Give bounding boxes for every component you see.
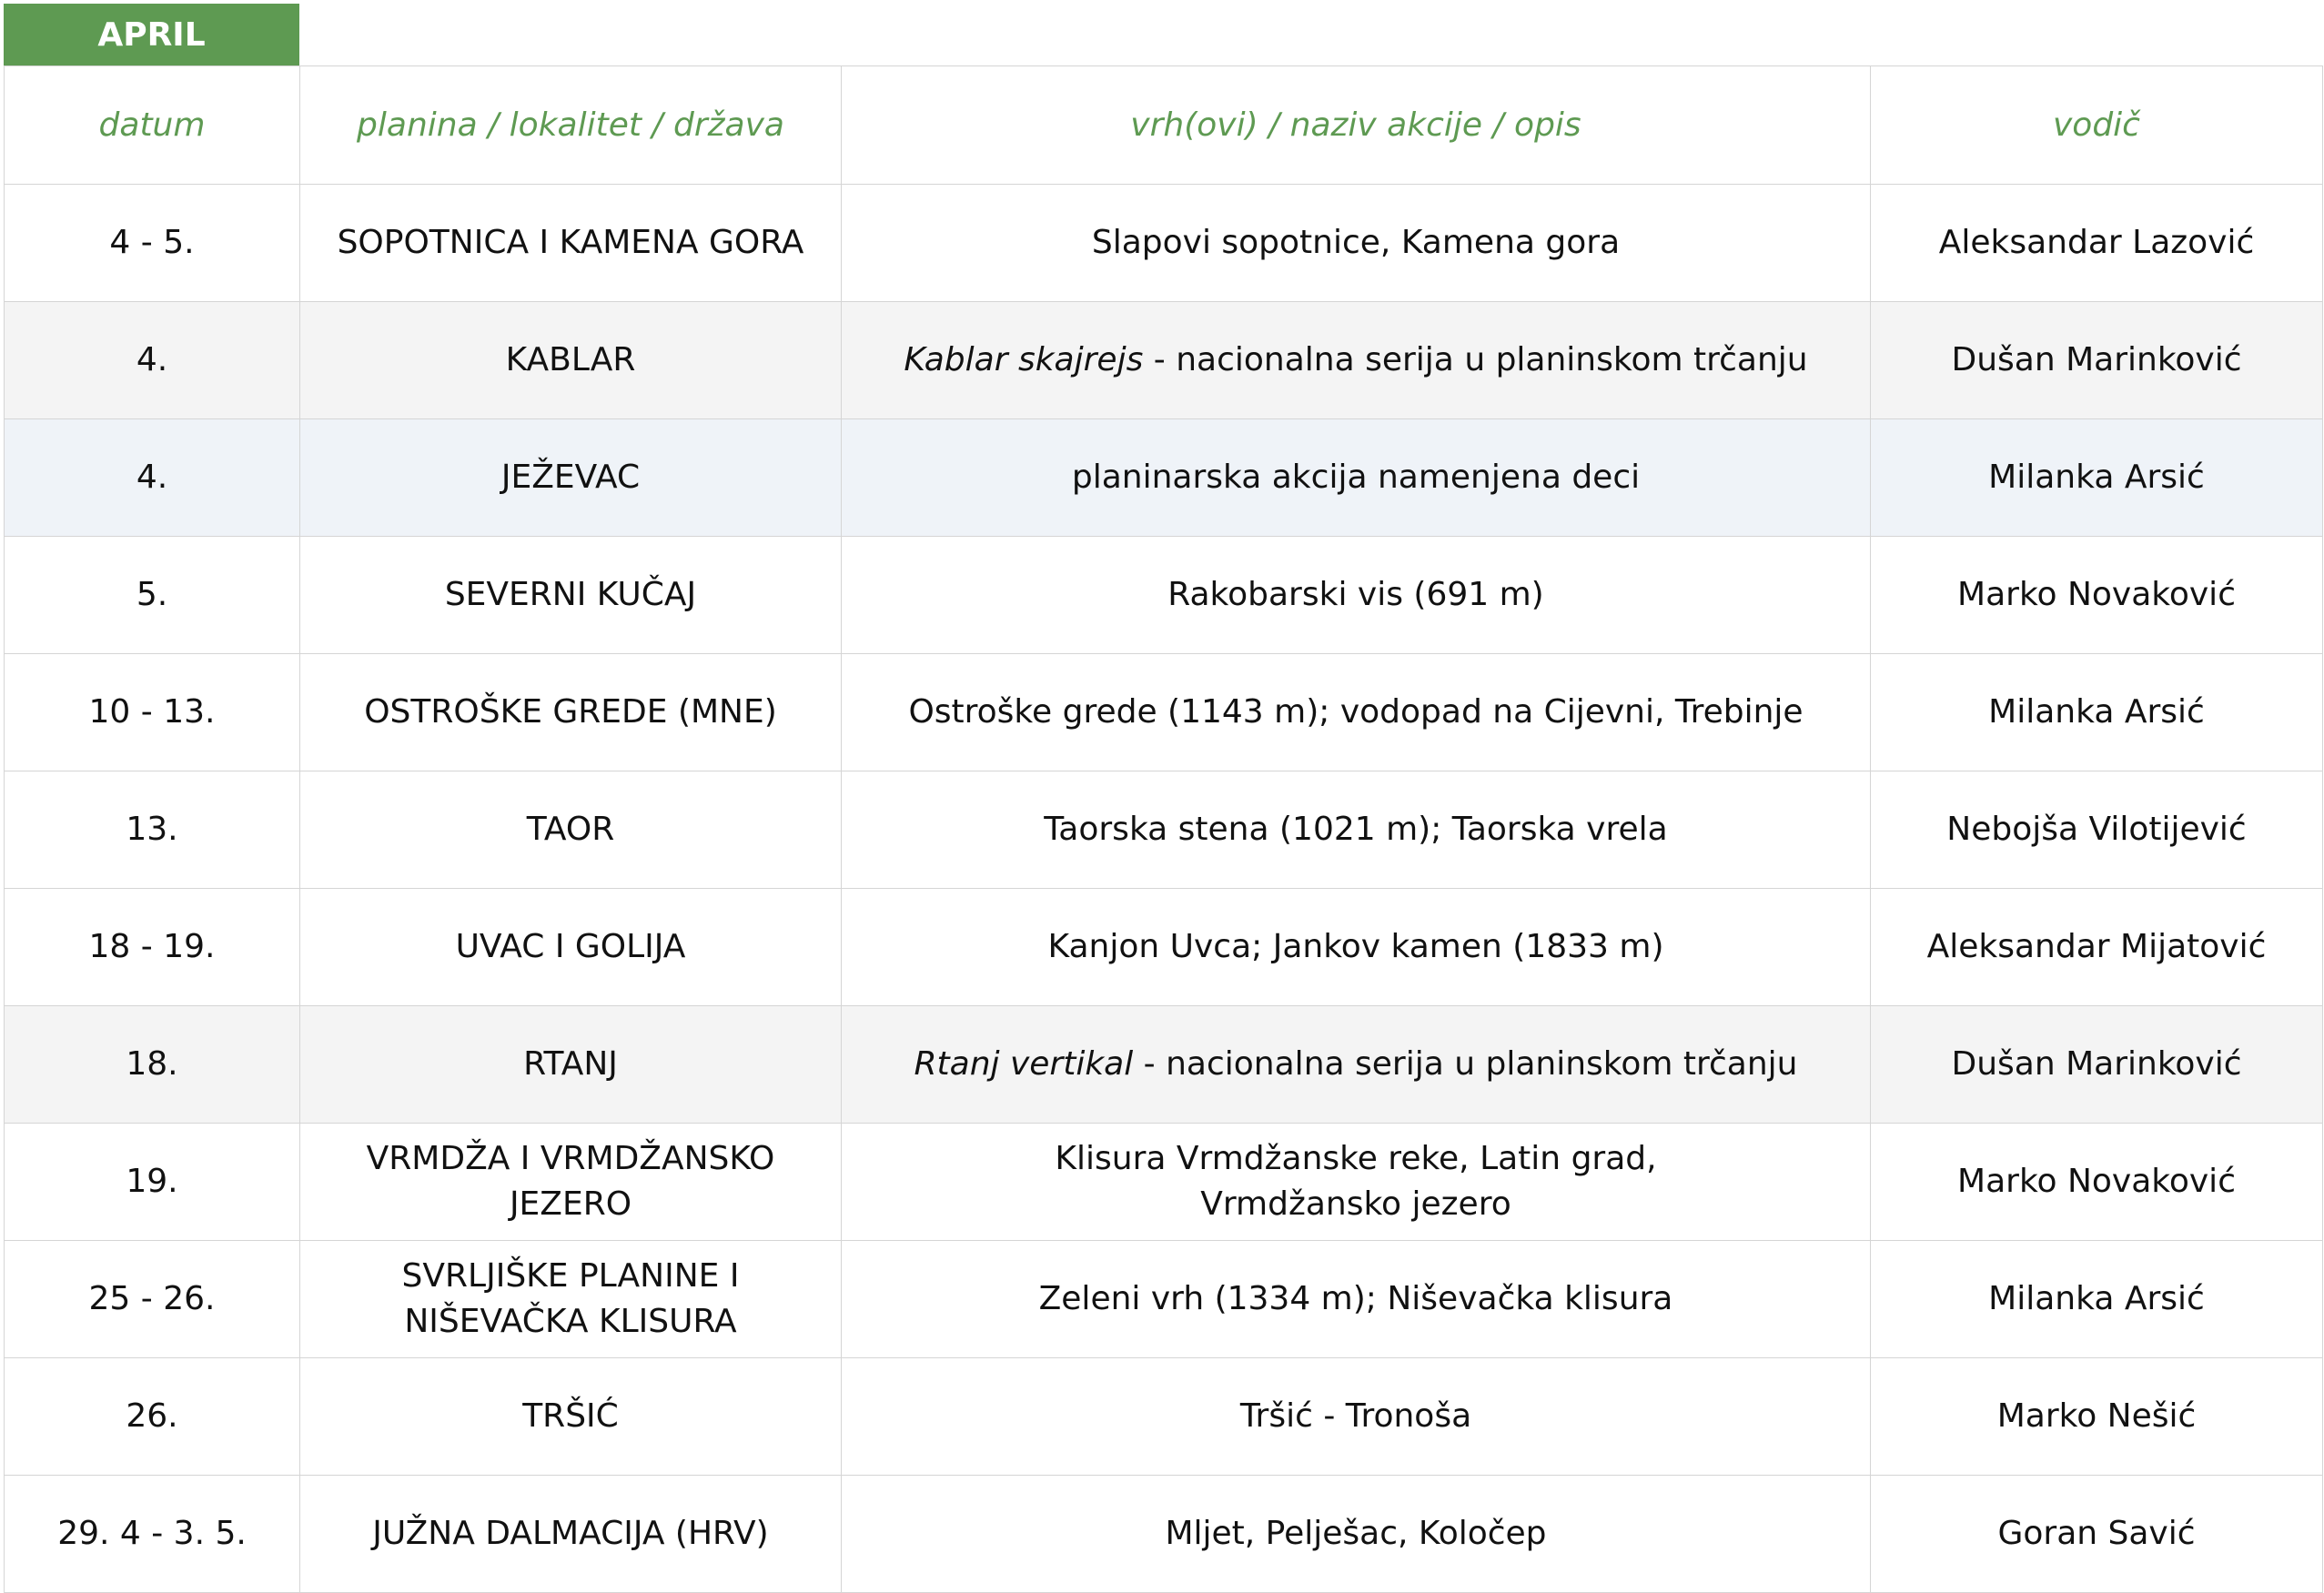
- header-row: [5, 66, 2323, 185]
- guide-cell: Milanka Arsić: [1871, 1241, 2323, 1358]
- header-guide: vodič: [1871, 66, 2323, 185]
- guide-cell: Marko Novaković: [1871, 1124, 2323, 1241]
- peaks-text: Tršić - Tronoša: [1239, 1397, 1472, 1435]
- mountain-cell: TAOR: [300, 771, 842, 889]
- mountain-cell: UVAC I GOLIJA: [300, 889, 842, 1006]
- peaks-cell: [842, 1124, 1871, 1241]
- date-cell: 4 - 5.: [5, 185, 300, 302]
- peaks-text: Rakobarski vis (691 m): [1167, 576, 1544, 613]
- month-title: APRIL: [97, 15, 206, 54]
- guide-cell: Marko Nešić: [1871, 1358, 2323, 1476]
- mountain-cell: OSTROŠKE GREDE (MNE): [300, 654, 842, 771]
- mountain-cell: JUŽNA DALMACIJA (HRV): [300, 1476, 842, 1593]
- peaks-cell: [842, 1358, 1871, 1476]
- peaks-text: Klisura Vrmdžanske reke, Latin grad,: [1055, 1140, 1657, 1177]
- peaks-cell: [842, 654, 1871, 771]
- peaks-cell: [842, 537, 1871, 654]
- table-row: [5, 302, 2323, 419]
- guide-cell: Dušan Marinković: [1871, 302, 2323, 419]
- mountain-cell: TRŠIĆ: [300, 1358, 842, 1476]
- mountain-cell: SEVERNI KUČAJ: [300, 537, 842, 654]
- event-name: Kablar skajrejs: [904, 341, 1144, 378]
- date-cell: 25 - 26.: [5, 1241, 300, 1358]
- mountain-cell: VRMDŽA I VRMDŽANSKO JEZERO: [300, 1124, 842, 1241]
- peaks-cell: [842, 302, 1871, 419]
- peaks-text: Ostroške grede (1143 m); vodopad na Cijevni, Trebinje: [908, 693, 1804, 731]
- peaks-text: Mljet, Pelješac, Koločep: [1165, 1515, 1547, 1552]
- date-cell: 5.: [5, 537, 300, 654]
- table-row: [5, 537, 2323, 654]
- peaks-text: Taorska stena (1021 m); Taorska vrela: [1044, 811, 1668, 848]
- peaks-text: - nacionalna serija u planinskom trčanju: [1133, 1045, 1798, 1083]
- guide-cell: Aleksandar Lazović: [1871, 185, 2323, 302]
- peaks-cell: [842, 185, 1871, 302]
- peaks-text: planinarska akcija namenjena deci: [1071, 459, 1641, 496]
- mountain-text-line2: NIŠEVAČKA KLISURA: [404, 1303, 737, 1340]
- mountain-cell: RTANJ: [300, 1006, 842, 1124]
- peaks-cell: [842, 889, 1871, 1006]
- table-row: [5, 771, 2323, 889]
- date-cell: 19.: [5, 1124, 300, 1241]
- guide-cell: Milanka Arsić: [1871, 654, 2323, 771]
- peaks-cell: [842, 1476, 1871, 1593]
- guide-cell: Dušan Marinković: [1871, 1006, 2323, 1124]
- peaks-cell: [842, 771, 1871, 889]
- date-cell: 18.: [5, 1006, 300, 1124]
- guide-cell: Milanka Arsić: [1871, 419, 2323, 537]
- date-cell: 4.: [5, 302, 300, 419]
- table-row: [5, 889, 2323, 1006]
- table-row: [5, 185, 2323, 302]
- peaks-cell: [842, 1006, 1871, 1124]
- peaks-text: Kanjon Uvca; Jankov kamen (1833 m): [1047, 928, 1664, 965]
- guide-cell: Aleksandar Mijatović: [1871, 889, 2323, 1006]
- event-name: Rtanj vertikal: [914, 1045, 1134, 1083]
- date-cell: 29. 4 - 3. 5.: [5, 1476, 300, 1593]
- peaks-cell: [842, 419, 1871, 537]
- table-row: [5, 1006, 2323, 1124]
- mountain-text: SVRLJIŠKE PLANINE I: [401, 1257, 740, 1295]
- peaks-cell: [842, 1241, 1871, 1358]
- date-cell: 13.: [5, 771, 300, 889]
- table-row: [5, 1358, 2323, 1476]
- guide-cell: Goran Savić: [1871, 1476, 2323, 1593]
- mountain-cell: [300, 1241, 842, 1358]
- date-cell: 18 - 19.: [5, 889, 300, 1006]
- peaks-text: Slapovi sopotnice, Kamena gora: [1091, 224, 1621, 261]
- month-tab: [4, 4, 299, 66]
- mountain-cell: SOPOTNICA I KAMENA GORA: [300, 185, 842, 302]
- table-row: [5, 419, 2323, 537]
- mountain-cell: KABLAR: [300, 302, 842, 419]
- date-cell: 26.: [5, 1358, 300, 1476]
- header-peaks: vrh(ovi) / naziv akcije / opis: [842, 66, 1871, 185]
- peaks-text: Zeleni vrh (1334 m); Niševačka klisura: [1038, 1280, 1673, 1317]
- guide-cell: Marko Novaković: [1871, 537, 2323, 654]
- table-row: [5, 654, 2323, 771]
- peaks-text: - nacionalna serija u planinskom trčanju: [1143, 341, 1808, 378]
- peaks-text-line2: Vrmdžansko jezero: [1200, 1185, 1511, 1223]
- header-date: datum: [5, 66, 300, 185]
- table-row: [5, 1476, 2323, 1593]
- date-cell: 4.: [5, 419, 300, 537]
- guide-cell: Nebojša Vilotijević: [1871, 771, 2323, 889]
- table-row: [5, 1241, 2323, 1358]
- date-cell: 10 - 13.: [5, 654, 300, 771]
- mountain-cell: JEŽEVAC: [300, 419, 842, 537]
- header-mountain: planina / lokalitet / država: [300, 66, 842, 185]
- schedule-table: [4, 66, 2323, 1593]
- table-row: [5, 1124, 2323, 1241]
